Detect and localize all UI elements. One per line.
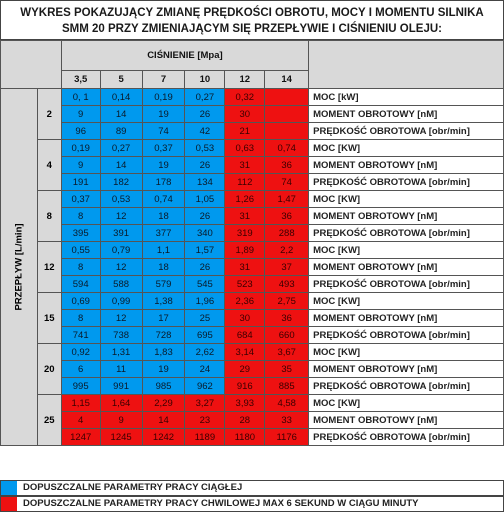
value-cell-torque: 14 [100, 106, 142, 123]
param-label: PRĘDKOŚĆ OBROTOWA [obr/min] [309, 429, 504, 446]
value-cell-power: 0,27 [100, 140, 142, 157]
value-cell-power: 0,69 [61, 293, 100, 310]
value-cell-speed: 579 [142, 276, 185, 293]
value-cell-speed: 885 [265, 378, 309, 395]
table-row [1, 412, 504, 429]
value-cell-torque: 14 [142, 412, 185, 429]
value-cell-torque: 19 [142, 106, 185, 123]
pressure-col-header: 5 [100, 71, 142, 89]
value-cell-speed: 42 [185, 123, 225, 140]
value-cell-speed: 1189 [185, 429, 225, 446]
table-row [1, 361, 504, 378]
value-cell-speed: 545 [185, 276, 225, 293]
value-cell-torque: 23 [185, 412, 225, 429]
value-cell-torque: 12 [100, 310, 142, 327]
value-cell-torque: 30 [225, 106, 265, 123]
value-cell-speed: 991 [100, 378, 142, 395]
value-cell-torque: 17 [142, 310, 185, 327]
value-cell-power: 0, 1 [61, 89, 100, 106]
value-cell-speed: 112 [225, 174, 265, 191]
table-row [1, 310, 504, 327]
table-row [1, 140, 504, 157]
value-cell-torque: 26 [185, 259, 225, 276]
value-cell-torque: 12 [100, 259, 142, 276]
value-cell-torque: 30 [225, 310, 265, 327]
flow-value: 20 [37, 344, 61, 395]
value-cell-torque: 31 [225, 208, 265, 225]
value-cell-speed: 134 [185, 174, 225, 191]
legend-continuous-text: DOPUSZCZALNE PARAMETRY PRACY CIĄGŁEJ [23, 482, 243, 493]
value-cell-speed: 588 [100, 276, 142, 293]
value-cell-power: 0,53 [185, 140, 225, 157]
flow-value: 12 [37, 242, 61, 293]
value-cell-power: 0,37 [61, 191, 100, 208]
table-row [1, 259, 504, 276]
value-cell-speed: 738 [100, 327, 142, 344]
value-cell-torque: 36 [265, 208, 309, 225]
value-cell-torque: 9 [61, 157, 100, 174]
value-cell-power: 1,05 [185, 191, 225, 208]
param-label: MOC [KW] [309, 395, 504, 412]
value-cell-speed: 1176 [265, 429, 309, 446]
value-cell-torque: 24 [185, 361, 225, 378]
value-cell-torque: 12 [100, 208, 142, 225]
value-cell-power: 0,63 [225, 140, 265, 157]
table-row [1, 225, 504, 242]
legend-intermittent-text: DOPUSZCZALNE PARAMETRY PRACY CHWILOWEJ MAX 6 SEKUND W CIĄGU MINUTY [23, 498, 419, 509]
pressure-col-header: 14 [265, 71, 309, 89]
value-cell-power: 1,83 [142, 344, 185, 361]
pressure-col-header: 3,5 [61, 71, 100, 89]
value-cell-speed: 391 [100, 225, 142, 242]
value-cell-torque: 8 [61, 310, 100, 327]
table-row [1, 344, 504, 361]
value-cell-speed: 962 [185, 378, 225, 395]
value-cell-torque: 37 [265, 259, 309, 276]
value-cell-torque: 14 [100, 157, 142, 174]
value-cell-speed: 395 [61, 225, 100, 242]
value-cell-speed: 594 [61, 276, 100, 293]
value-cell-power: 0,53 [100, 191, 142, 208]
value-cell-torque: 35 [265, 361, 309, 378]
value-cell-speed: 74 [142, 123, 185, 140]
value-cell-torque: 31 [225, 259, 265, 276]
value-cell-torque: 18 [142, 208, 185, 225]
param-label: PRĘDKOŚĆ OBROTOWA [obr/min] [309, 123, 504, 140]
value-cell-power: 4,58 [265, 395, 309, 412]
param-label: MOC [KW] [309, 191, 504, 208]
value-cell-power: 0,19 [61, 140, 100, 157]
title-line-2: SMM 20 PRZY ZMIENIAJĄCYM SIĘ PRZEPŁYWIE I CIŚNIENIU OLEJU: [62, 23, 442, 35]
value-cell-speed: 728 [142, 327, 185, 344]
param-header-blank [309, 41, 504, 89]
table-row [1, 327, 504, 344]
value-cell-torque: 29 [225, 361, 265, 378]
param-label: PRĘDKOŚĆ OBROTOWA [obr/min] [309, 327, 504, 344]
value-cell-power: 0,74 [265, 140, 309, 157]
value-cell-speed: 21 [225, 123, 265, 140]
param-label: PRĘDKOŚĆ OBROTOWA [obr/min] [309, 174, 504, 191]
value-cell-speed: 74 [265, 174, 309, 191]
value-cell-speed: 1245 [100, 429, 142, 446]
value-cell-power: 0,74 [142, 191, 185, 208]
value-cell-speed: 660 [265, 327, 309, 344]
value-cell-power: 0,32 [225, 89, 265, 106]
value-cell-power: 3,67 [265, 344, 309, 361]
value-cell-power: 0,79 [100, 242, 142, 259]
value-cell-power: 2,62 [185, 344, 225, 361]
value-cell-speed: 191 [61, 174, 100, 191]
value-cell-power: 0,14 [100, 89, 142, 106]
param-label: MOC [KW] [309, 293, 504, 310]
value-cell-power: 0,27 [185, 89, 225, 106]
value-cell-torque: 19 [142, 361, 185, 378]
table-row [1, 378, 504, 395]
value-cell-power: 0,99 [100, 293, 142, 310]
value-cell-power: 3,27 [185, 395, 225, 412]
value-cell-power: 1,1 [142, 242, 185, 259]
value-cell-speed: 1180 [225, 429, 265, 446]
table-row [1, 242, 504, 259]
value-cell-speed: 523 [225, 276, 265, 293]
value-cell-power: 2,2 [265, 242, 309, 259]
value-cell-power: 0,37 [142, 140, 185, 157]
value-cell-power: 3,93 [225, 395, 265, 412]
value-cell-power: 1,64 [100, 395, 142, 412]
param-label: PRĘDKOŚĆ OBROTOWA [obr/min] [309, 378, 504, 395]
value-cell-torque: 11 [100, 361, 142, 378]
value-cell-speed: 288 [265, 225, 309, 242]
value-cell-torque: 9 [61, 106, 100, 123]
value-cell-speed: 377 [142, 225, 185, 242]
value-cell-power: 1,89 [225, 242, 265, 259]
value-cell-power: 1,15 [61, 395, 100, 412]
value-cell-torque: 19 [142, 157, 185, 174]
table-row [1, 106, 504, 123]
value-cell-speed: 985 [142, 378, 185, 395]
value-cell-power: 2,75 [265, 293, 309, 310]
param-label: MOMENT OBROTOWY [nM] [309, 412, 504, 429]
value-cell-torque: 26 [185, 157, 225, 174]
param-label: MOMENT OBROTOWY [nM] [309, 208, 504, 225]
value-cell-power: 1,57 [185, 242, 225, 259]
pressure-header: CIŚNIENIE [Mpa] [61, 41, 308, 71]
flow-value: 25 [37, 395, 61, 446]
value-cell-power: 0,92 [61, 344, 100, 361]
param-label: MOMENT OBROTOWY [nM] [309, 259, 504, 276]
value-cell-torque: 9 [100, 412, 142, 429]
param-label: MOMENT OBROTOWY [nM] [309, 310, 504, 327]
flow-axis-text: PRZEPŁYW [L/min] [13, 223, 25, 311]
value-cell-speed: 319 [225, 225, 265, 242]
value-cell-torque: 36 [265, 310, 309, 327]
flow-value: 2 [37, 89, 61, 140]
table-row [1, 191, 504, 208]
value-cell-speed: 1242 [142, 429, 185, 446]
flow-value: 15 [37, 293, 61, 344]
pressure-col-header: 12 [225, 71, 265, 89]
legend-continuous [0, 480, 504, 496]
value-cell-torque: 8 [61, 259, 100, 276]
value-cell-torque: 31 [225, 157, 265, 174]
value-cell-speed: 493 [265, 276, 309, 293]
param-label: MOC [kW] [309, 89, 504, 106]
table-row [1, 293, 504, 310]
corner-cell [1, 41, 62, 89]
value-cell-torque: 6 [61, 361, 100, 378]
value-cell-torque: 8 [61, 208, 100, 225]
value-cell-speed: 741 [61, 327, 100, 344]
value-cell-power: 1,96 [185, 293, 225, 310]
performance-table [0, 40, 504, 446]
chart-title [0, 0, 504, 40]
title-line-1: WYKRES POKAZUJĄCY ZMIANĘ PRĘDKOŚCI OBROTU, MOCY I MOMENTU SILNIKA [20, 7, 484, 19]
param-label: MOC [KW] [309, 140, 504, 157]
value-cell-speed: 684 [225, 327, 265, 344]
value-cell-speed: 96 [61, 123, 100, 140]
value-cell-speed [265, 123, 309, 140]
param-label: MOC [KW] [309, 242, 504, 259]
value-cell-speed: 1247 [61, 429, 100, 446]
param-label: MOC [KW] [309, 344, 504, 361]
value-cell-torque: 26 [185, 208, 225, 225]
value-cell-power [265, 89, 309, 106]
legend-red-swatch [1, 497, 17, 511]
param-label: MOMENT OBROTOWY [nM] [309, 157, 504, 174]
value-cell-torque: 26 [185, 106, 225, 123]
param-label: PRĘDKOŚĆ OBROTOWA [obr/min] [309, 225, 504, 242]
value-cell-speed: 995 [61, 378, 100, 395]
param-label: MOMENT OBROTOWY [nM] [309, 361, 504, 378]
param-label: MOMENT OBROTOWY [nM] [309, 106, 504, 123]
value-cell-torque: 36 [265, 157, 309, 174]
value-cell-speed: 340 [185, 225, 225, 242]
flow-value: 4 [37, 140, 61, 191]
value-cell-speed: 182 [100, 174, 142, 191]
value-cell-torque: 18 [142, 259, 185, 276]
value-cell-power: 0,19 [142, 89, 185, 106]
value-cell-power: 1,31 [100, 344, 142, 361]
table-row [1, 123, 504, 140]
value-cell-power: 2,36 [225, 293, 265, 310]
value-cell-power: 1,47 [265, 191, 309, 208]
pressure-col-header: 7 [142, 71, 185, 89]
table-row [1, 174, 504, 191]
table-row [1, 208, 504, 225]
value-cell-speed: 89 [100, 123, 142, 140]
value-cell-torque: 28 [225, 412, 265, 429]
value-cell-power: 1,38 [142, 293, 185, 310]
flow-value: 8 [37, 191, 61, 242]
value-cell-speed: 695 [185, 327, 225, 344]
value-cell-torque: 4 [61, 412, 100, 429]
table-row [1, 429, 504, 446]
table-row [1, 89, 504, 106]
table-row [1, 157, 504, 174]
value-cell-power: 0,55 [61, 242, 100, 259]
table-row [1, 276, 504, 293]
value-cell-torque [265, 106, 309, 123]
value-cell-power: 1,26 [225, 191, 265, 208]
legend-blue-swatch [1, 481, 17, 495]
value-cell-torque: 25 [185, 310, 225, 327]
value-cell-speed: 916 [225, 378, 265, 395]
flow-axis-label [1, 89, 38, 446]
param-label: PRĘDKOŚĆ OBROTOWA [obr/min] [309, 276, 504, 293]
legend-intermittent [0, 496, 504, 512]
value-cell-power: 2,29 [142, 395, 185, 412]
value-cell-torque: 33 [265, 412, 309, 429]
table-row [1, 395, 504, 412]
value-cell-speed: 178 [142, 174, 185, 191]
pressure-col-header: 10 [185, 71, 225, 89]
value-cell-power: 3,14 [225, 344, 265, 361]
